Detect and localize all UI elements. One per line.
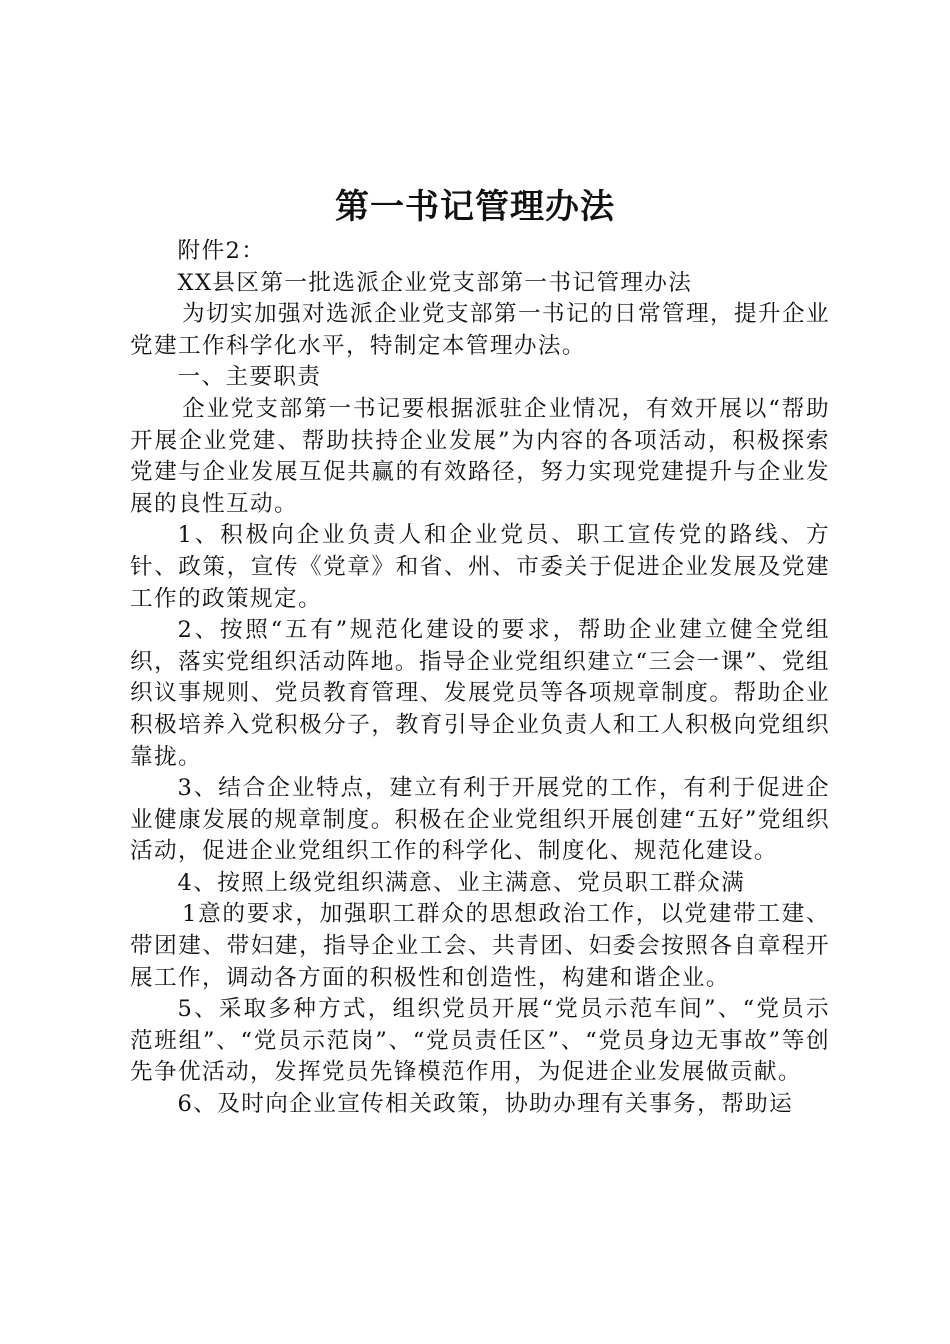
paragraph-item-2: 2、按照“五有”规范化建设的要求，帮助企业建立健全党组织，落实党组织活动阵地。指导企业党组织建立“三会一课”、党组织议事规则、党员教育管理、发展党员等各项规章制度。帮助企业积极培养入党积极分子，教育引导企业负责人和工人积极向党组织靠拢。 xyxy=(130,617,830,770)
paragraph-item-4-start: 4、按照上级党组织满意、业主满意、党员职工群众满 xyxy=(177,869,746,896)
document-subtitle: XX县区第一批选派企业党支部第一书记管理办法 xyxy=(177,269,693,296)
paragraph-item-4-continued: 1意的要求，加强职工群众的思想政治工作，以党建带工建、带团建、带妇建，指导企业工会、共青团、妇委会按照各自章程开展工作，调动各方面的积极性和创造性，构建和谐企业。 xyxy=(130,901,830,991)
paragraph-item-3: 3、结合企业特点，建立有利于开展党的工作，有利于促进企业健康发展的规章制度。积极在企业党组织开展创建“五好”党组织活动，促进企业党组织工作的科学化、制度化、规范化建设。 xyxy=(130,775,830,865)
document-title: 第一书记管理办法 xyxy=(335,187,615,227)
document-body xyxy=(130,236,830,1121)
paragraph-item-5: 5、采取多种方式，组织党员开展“党员示范车间”、“党员示范班组”、“党员示范岗”、“党员责任区”、“党员身边无事故”等创先争优活动，发挥党员先锋模范作用，为促进企业发展做贡献。 xyxy=(130,996,830,1086)
paragraph-item-6: 6、及时向企业宣传相关政策，协助办理有关事务，帮助运 xyxy=(177,1091,794,1118)
paragraph-intro: 为切实加强对选派企业党支部第一书记的日常管理，提升企业党建工作科学化水平，特制定本管理办法。 xyxy=(130,301,830,359)
paragraph-duties-overview: 企业党支部第一书记要根据派驻企业情况，有效开展以“帮助开展企业党建、帮助扶持企业发展”为内容的各项活动，积极探索党建与企业发展互促共赢的有效路径，努力实现党建提升与企业发展的良性互动。 xyxy=(130,395,830,517)
paragraph-item-1: 1、积极向企业负责人和企业党员、职工宣传党的路线、方针、政策，宣传《党章》和省、州、市委关于促进企业发展及党建工作的政策规定。 xyxy=(130,522,830,612)
section-heading-main-duties: 一、主要职责 xyxy=(177,364,322,391)
attachment-label: 附件2： xyxy=(177,238,266,264)
